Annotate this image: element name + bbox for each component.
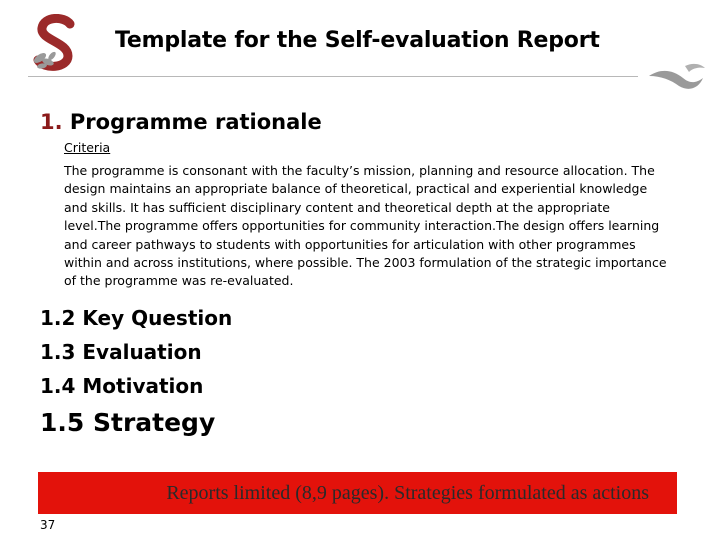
section-number: 1. [40,110,63,134]
subsection-motivation: 1.4 Motivation [40,374,204,398]
subsection-strategy: 1.5 Strategy [40,408,216,437]
note-banner [38,472,677,514]
page-number: 37 [40,518,56,532]
subsection-key-question: 1.2 Key Question [40,306,233,330]
slide-title: Template for the Self-evaluation Report [115,28,600,53]
title-divider [28,76,638,77]
subsection-evaluation: 1.3 Evaluation [40,340,202,364]
section-heading [40,110,322,134]
criteria-paragraph: The programme is consonant with the faculty’s mission, planning and resource allocation. The design maintains an appropriate balance of theoretical, practical and experiential knowledge and skills. It has sufficient disciplinary content and theoretical depth at the appropriate level.The programme offers opportunities for community interaction.The design offers learning and career pathways to students with opportunities for articulation with other programmes within and across institutions, where possible. The 2003 formulation of the strategic importance of the programme was re-evaluated. [64,163,667,289]
criteria-label: Criteria [64,140,111,155]
banner-text: Reports limited (8,9 pages). Strategies formulated as actions [166,482,649,504]
swoosh-icon [645,58,707,98]
university-logo-icon [30,14,80,72]
section-heading-text: Programme rationale [69,110,322,134]
